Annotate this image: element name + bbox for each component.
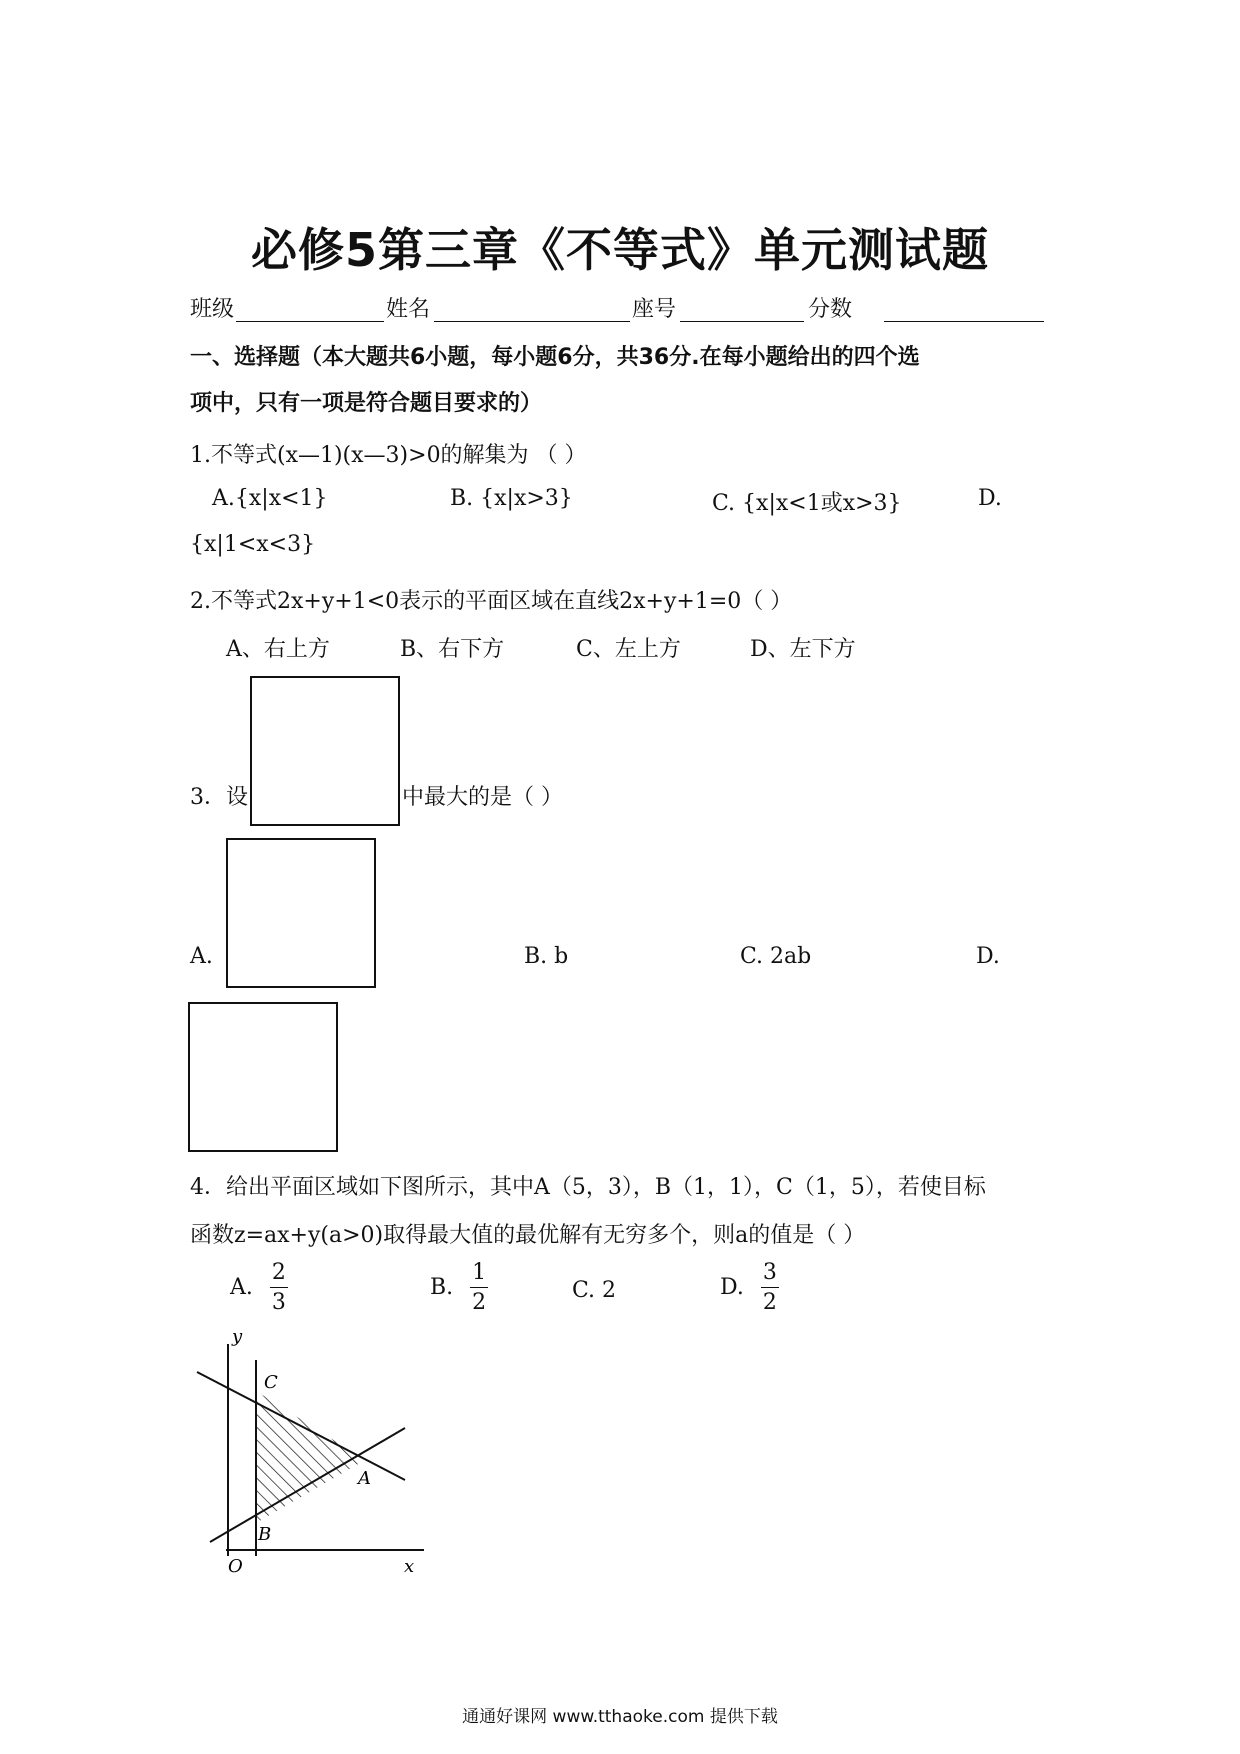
origin-label: O	[228, 1556, 243, 1577]
q4-option-a-numerator: 2	[270, 1262, 288, 1288]
class-field-line[interactable]	[236, 321, 384, 322]
section-header-line1: 一、选择题（本大题共6小题，每小题6分，共36分.在每小题给出的四个选	[190, 345, 920, 370]
point-a-label: A	[358, 1468, 371, 1489]
q4-option-c: C. 2	[572, 1278, 617, 1303]
class-label: 班级	[190, 297, 235, 322]
q4-option-d-numerator: 3	[761, 1262, 779, 1288]
page-footer: 通通好课网 www.tthaoke.com 提供下载	[462, 1707, 778, 1727]
seat-label: 座号	[632, 297, 677, 322]
q4-stem-line2: 函数z=ax+y(a>0)取得最大值的最优解有无穷多个，则a的值是（ ）	[190, 1223, 866, 1248]
q4-option-d-denominator: 2	[762, 1290, 777, 1315]
q4-option-a-label: A.	[230, 1275, 253, 1300]
name-label: 姓名	[386, 297, 431, 322]
q4-option-d	[720, 1262, 779, 1314]
q4-option-a	[230, 1262, 288, 1314]
q2-stem: 2.不等式2x+y+1<0表示的平面区域在直线2x+y+1=0（ ）	[190, 589, 793, 614]
q4-option-d-fraction	[761, 1262, 779, 1314]
q4-option-a-denominator: 3	[271, 1290, 286, 1315]
q4-option-b-label: B.	[430, 1275, 454, 1300]
y-axis-label: y	[232, 1326, 243, 1347]
q2-option-b: B、右下方	[400, 637, 505, 662]
q1-stem: 1.不等式(x—1)(x—3)>0的解集为 （ ）	[190, 443, 587, 468]
q2-option-d: D、左下方	[750, 637, 856, 662]
seat-field-line[interactable]	[680, 321, 804, 322]
q3-formula-image-placeholder	[250, 676, 400, 826]
score-field-line[interactable]	[884, 321, 1044, 322]
q4-option-b-fraction	[470, 1262, 488, 1314]
q4-option-b-denominator: 2	[472, 1290, 487, 1315]
x-axis-label: x	[404, 1556, 415, 1577]
q4-option-a-fraction	[270, 1262, 288, 1314]
q1-option-a: A.{x|x<1}	[212, 486, 328, 511]
section-header-line2: 项中，只有一项是符合题目要求的）	[190, 391, 543, 416]
score-label: 分数	[808, 297, 853, 322]
q3-option-a: A.	[190, 944, 213, 969]
q1-option-d: D.	[978, 486, 1002, 511]
q1-option-c: C. {x|x<1或x>3}	[712, 491, 902, 516]
q2-option-c: C、左上方	[576, 637, 681, 662]
q1-option-b: B. {x|x>3}	[450, 486, 573, 511]
q3-option-d: D.	[976, 944, 1000, 969]
q4-option-b	[430, 1262, 488, 1314]
q1-option-d-continued: {x|1<x<3}	[190, 532, 316, 557]
q3-option-b: B. b	[524, 944, 569, 969]
point-b-label: B	[258, 1524, 272, 1545]
q3-option-d-image-placeholder	[188, 1002, 338, 1152]
point-c-label: C	[264, 1372, 278, 1393]
name-field-line[interactable]	[434, 321, 630, 322]
q3-option-c: C. 2ab	[740, 944, 812, 969]
feasible-region-figure	[180, 1320, 440, 1580]
q3-option-a-image-placeholder	[226, 838, 376, 988]
page-title: 必修5第三章《不等式》单元测试题	[250, 223, 989, 277]
q3-stem-prefix: 3．设	[190, 785, 248, 810]
q3-stem-suffix: 中最大的是（ ）	[402, 785, 563, 810]
q4-option-d-label: D.	[720, 1275, 744, 1300]
q4-stem-line1: 4．给出平面区域如下图所示，其中A（5，3），B（1，1），C（1，5），若使目标	[190, 1175, 986, 1200]
q2-option-a: A、右上方	[226, 637, 330, 662]
q4-option-b-numerator: 1	[470, 1262, 488, 1288]
